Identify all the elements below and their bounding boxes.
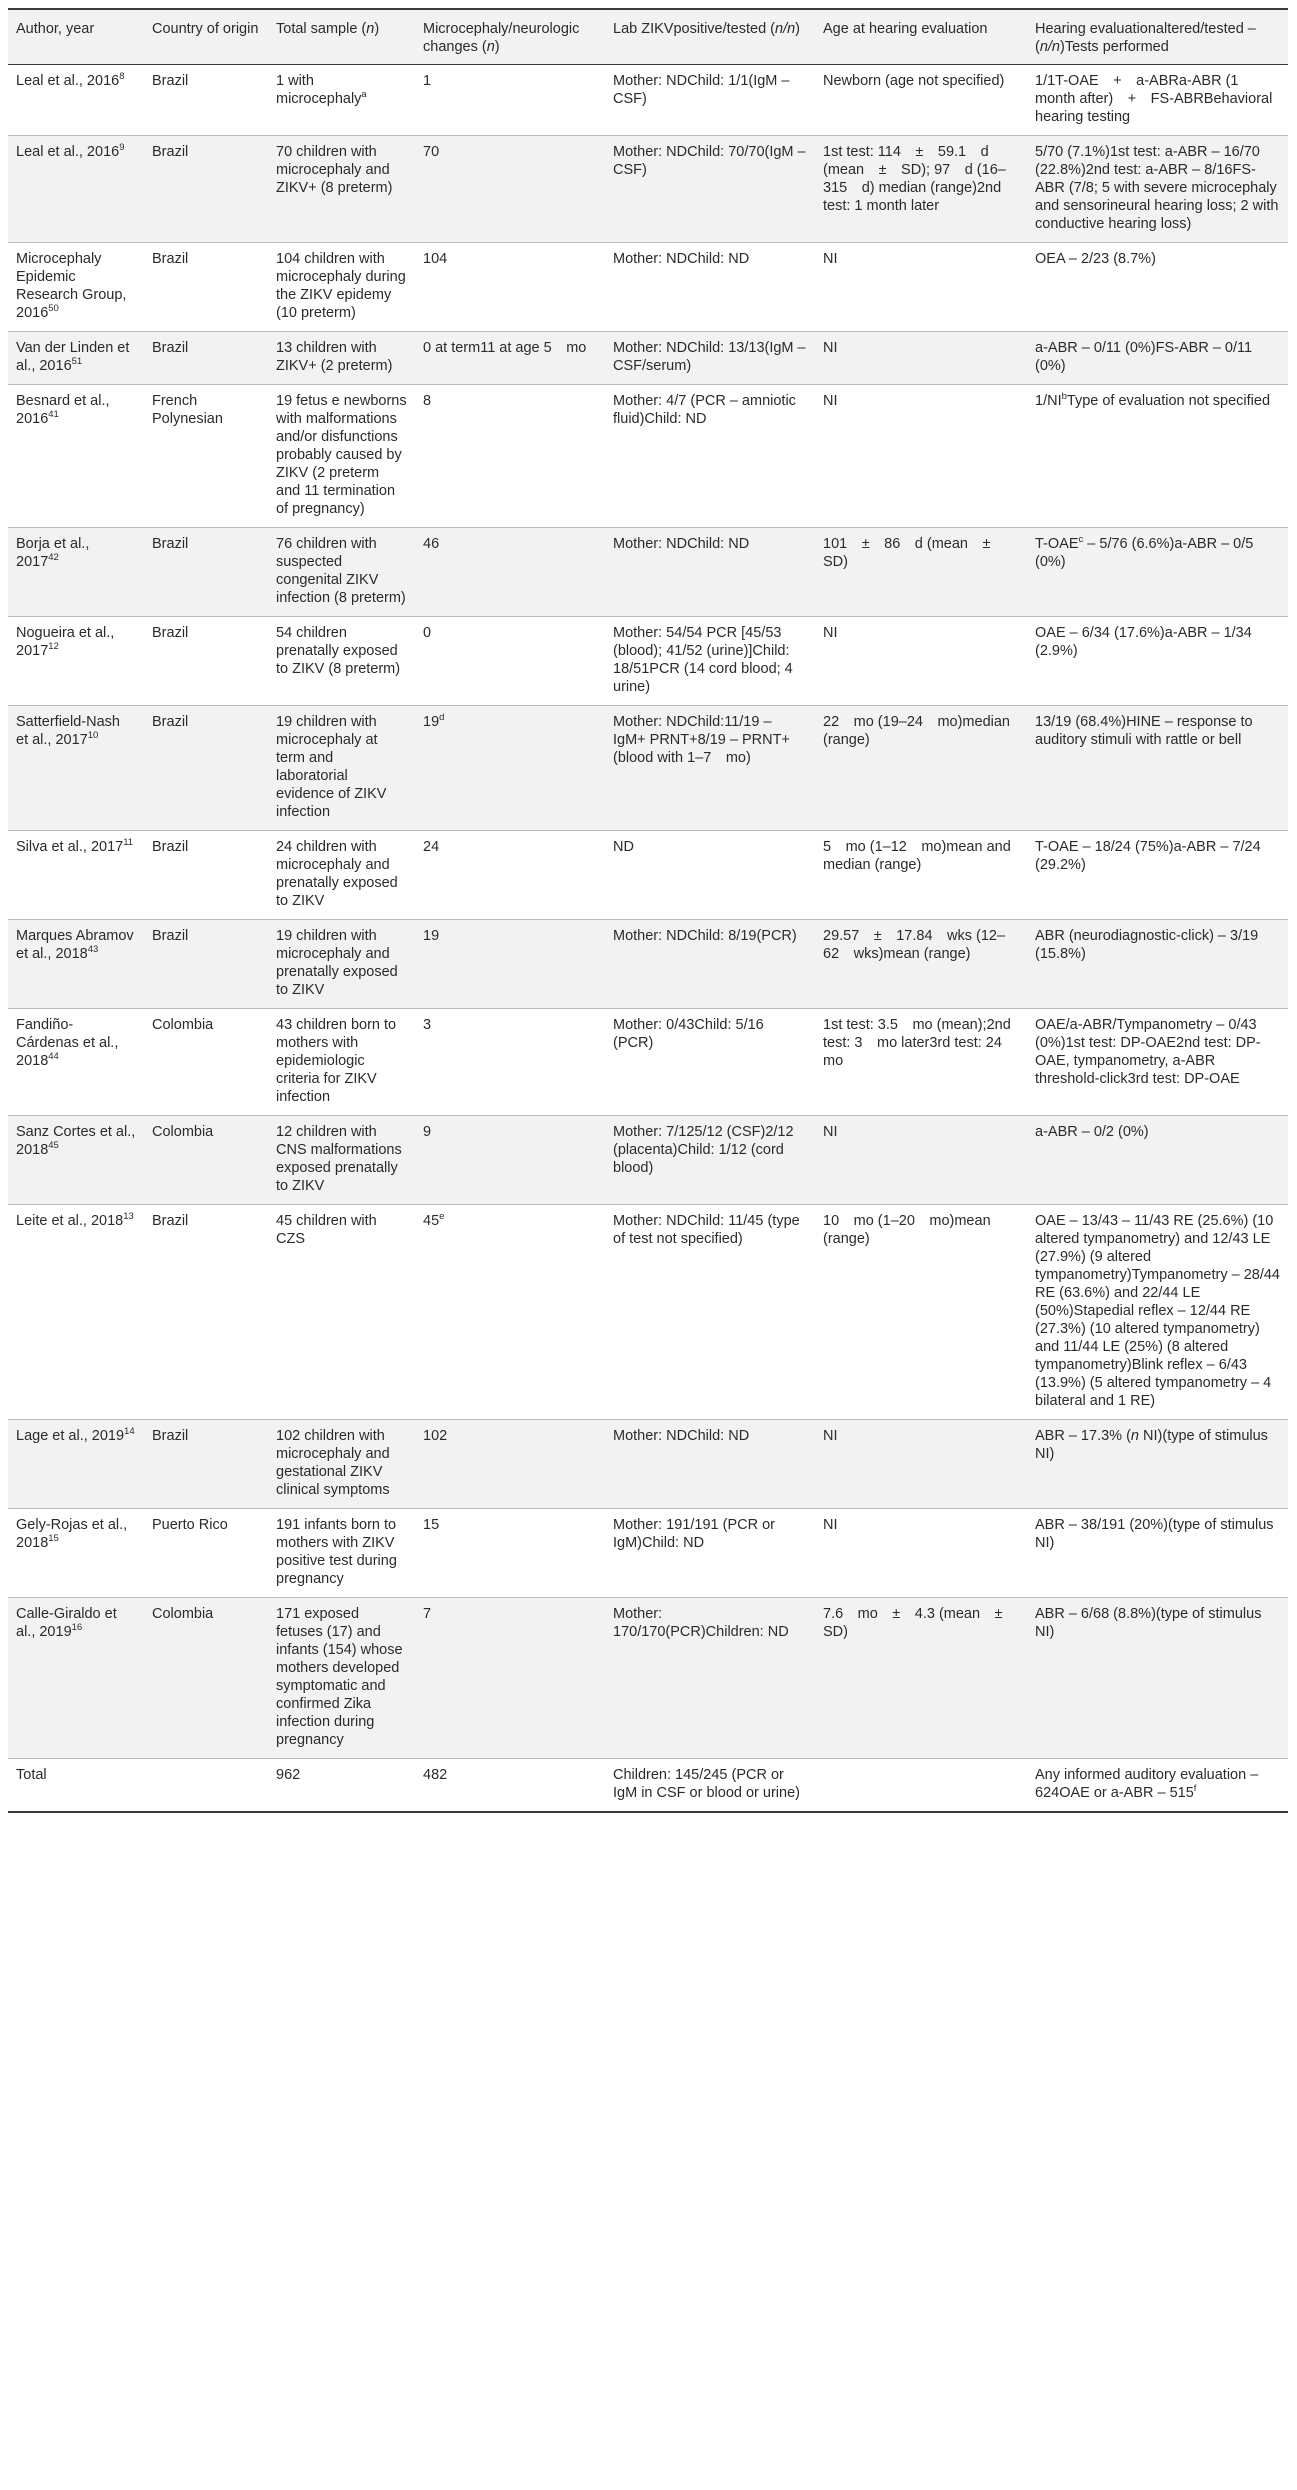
cell-total-sample (268, 706, 415, 831)
table-row (8, 136, 1288, 243)
author-text: Nogueira et al., 2017 (16, 625, 115, 659)
cell-country: Brazil (152, 714, 189, 730)
footnote-marker: e (439, 1211, 445, 1223)
cell-microcephaly (415, 332, 605, 385)
hearing-text: Any informed auditory evaluation – 624OAE or a-ABR – 515 (1035, 1767, 1259, 1801)
micro-text: 19 (423, 928, 440, 944)
cell-hearing-evaluation (1027, 332, 1288, 385)
cell-age-evaluation: NI (823, 1517, 838, 1533)
author-text: Total (16, 1767, 47, 1783)
table-row (8, 1420, 1288, 1509)
author-text: Lage et al., 2019 (16, 1428, 125, 1444)
cell-author (8, 1205, 144, 1420)
sample-text: 1 with microcephaly (276, 73, 362, 107)
sample-text: 54 children prenatally exposed to ZIKV (8 preterm) (276, 625, 401, 677)
cell-author (8, 617, 144, 706)
cell-total-sample (268, 1009, 415, 1116)
author-text: Satterfield-Nash et al., 2017 (16, 714, 120, 748)
cell-microcephaly (415, 1509, 605, 1598)
cell-age-evaluation: 1st test: 114 ± 59.1 d (mean ± SD); 97 d (16–315 d) median (range)2nd test: 1 month later (823, 144, 1006, 214)
cell-country: Brazil (152, 928, 189, 944)
micro-text: 46 (423, 536, 440, 552)
cell-age-evaluation: NI (823, 251, 838, 267)
header-italic: n (366, 21, 375, 37)
hearing-text: OAE/a-ABR/Tympanometry – 0/43 (0%)1st test: DP-OAE2nd test: DP-OAE, tympanometry, a-ABR threshold-click3rd test: DP-OAE (1035, 1017, 1261, 1087)
hearing-text: OEA – 2/23 (8.7%) (1035, 251, 1156, 267)
cell-lab-zikv: Mother: 4/7 (PCR – amniotic fluid)Child: ND (613, 393, 796, 427)
table-row (8, 1598, 1288, 1759)
table-row (8, 1759, 1288, 1813)
header-total-sample: Total sample (n) (276, 21, 380, 37)
cell-country: Brazil (152, 340, 189, 356)
hearing-text: (type of stimulus NI) (1035, 1428, 1268, 1462)
cell-lab-zikv: Mother: NDChild: 1/1(IgM – CSF) (613, 73, 790, 107)
cell-age-evaluation: 101 ± 86 d (mean ± SD) (823, 536, 1005, 570)
author-text: Microcephaly Epidemic Research Group, 2016 (16, 251, 127, 321)
micro-text: 0 at term11 at age 5 mo (423, 340, 587, 356)
cell-country: Colombia (152, 1017, 214, 1033)
header-microcephaly: Microcephaly/neurologic changes (n) (423, 21, 580, 55)
footnote-marker: c (1078, 534, 1084, 546)
author-text: Marques Abramov et al., 2018 (16, 928, 134, 962)
cell-author (8, 136, 144, 243)
micro-text: 102 (423, 1428, 448, 1444)
table-row (8, 1009, 1288, 1116)
micro-text: 15 (423, 1517, 440, 1533)
cell-total-sample (268, 1205, 415, 1420)
cell-age-evaluation: 10 mo (1–20 mo)mean (range) (823, 1213, 991, 1247)
header-italic: n/n (1039, 39, 1061, 55)
cell-hearing-evaluation (1027, 1509, 1288, 1598)
author-text: Gely-Rojas et al., 2018 (16, 1517, 128, 1551)
cell-country (144, 1759, 268, 1813)
cell-country: Colombia (152, 1124, 214, 1140)
cell-age-evaluation: 7.6 mo ± 4.3 (mean ± SD) (823, 1606, 1018, 1640)
table-row (8, 831, 1288, 920)
cell-microcephaly (415, 136, 605, 243)
cell-microcephaly (415, 65, 605, 136)
sample-text: 19 children with microcephaly at term and laboratorial evidence of ZIKV infection (276, 714, 387, 820)
hearing-text: 5/70 (7.1%)1st test: a-ABR – 16/70 (22.8%)2nd test: a-ABR – 8/16FS-ABR (7/8; 5 with severe microcephaly and sensorineural hearing loss; 2 with conductive hearing loss) (1035, 144, 1279, 232)
header-age-evaluation: Age at hearing evaluation (823, 21, 988, 37)
footnote-marker: a (361, 89, 367, 101)
hearing-text: (n NI) (1126, 1428, 1163, 1444)
cell-country: Brazil (152, 1213, 189, 1229)
hearing-text: 13/19 (68.4%)HINE – response to auditory stimuli with rattle or bell (1035, 714, 1253, 748)
cell-total-sample (268, 528, 415, 617)
sample-text: 962 (276, 1767, 301, 1783)
reference-number: 45 (48, 1140, 59, 1152)
cell-microcephaly (415, 831, 605, 920)
header-country: Country of origin (152, 21, 259, 37)
table-row (8, 243, 1288, 332)
cell-total-sample (268, 1759, 415, 1813)
cell-author (8, 243, 144, 332)
table-body (8, 65, 1288, 1813)
italic-n: n (1130, 1428, 1139, 1444)
cell-total-sample (268, 136, 415, 243)
cell-age-evaluation: NI (823, 625, 838, 641)
cell-author (8, 1598, 144, 1759)
cell-lab-zikv: Mother: NDChild: ND (613, 1428, 750, 1444)
cell-age-evaluation: NI (823, 1428, 838, 1444)
cell-author (8, 65, 144, 136)
cell-hearing-evaluation (1027, 1205, 1288, 1420)
micro-text: 24 (423, 839, 440, 855)
reference-number: 43 (87, 944, 99, 956)
micro-text: 7 (423, 1606, 432, 1622)
cell-age-evaluation: NI (823, 393, 838, 409)
cell-lab-zikv: Mother: 54/54 PCR [45/53 (blood); 41/52 (urine)]Child: 18/51PCR (14 cord blood; 4 urine) (613, 625, 793, 695)
cell-hearing-evaluation (1027, 617, 1288, 706)
header-italic: n (486, 39, 495, 55)
cell-hearing-evaluation (1027, 831, 1288, 920)
cell-age-evaluation: NI (823, 1124, 838, 1140)
cell-total-sample (268, 1116, 415, 1205)
author-text: Fandiño-Cárdenas et al., 2018 (16, 1017, 119, 1069)
hearing-text: ABR (neurodiagnostic-click) – 3/19 (15.8%) (1035, 928, 1259, 962)
sample-text: 191 infants born to mothers with ZIKV positive test during pregnancy (276, 1517, 397, 1587)
table-row (8, 1116, 1288, 1205)
author-text: Leite et al., 2018 (16, 1213, 124, 1229)
cell-hearing-evaluation (1027, 528, 1288, 617)
cell-total-sample (268, 1509, 415, 1598)
header-hearing-evaluation: Hearing evaluationaltered/tested – (n/n)Tests performed (1035, 21, 1256, 55)
cell-total-sample (268, 920, 415, 1009)
sample-text: 19 fetus e newborns with malformations and/or disfunctions probably caused by ZIKV (2 preterm and 11 termination of pregnancy) (276, 393, 407, 517)
cell-country: Puerto Rico (152, 1517, 228, 1533)
cell-microcephaly (415, 1598, 605, 1759)
cell-microcephaly (415, 920, 605, 1009)
reference-number: 16 (71, 1622, 83, 1634)
cell-lab-zikv: Mother: 191/191 (PCR or IgM)Child: ND (613, 1517, 775, 1551)
cell-hearing-evaluation (1027, 1759, 1288, 1813)
table-row (8, 1205, 1288, 1420)
cell-author (8, 1116, 144, 1205)
micro-text: 0 (423, 625, 432, 641)
cell-microcephaly (415, 528, 605, 617)
cell-lab-zikv: Mother: 0/43Child: 5/16 (PCR) (613, 1017, 764, 1051)
table-row (8, 332, 1288, 385)
cell-author (8, 1759, 144, 1813)
micro-text: 45 (423, 1213, 440, 1229)
hearing-text: ABR – 38/191 (20%)(type of stimulus NI) (1035, 1517, 1274, 1551)
sample-text: 104 children with microcephaly during the ZIKV epidemy (10 preterm) (276, 251, 406, 321)
author-text: Besnard et al., 2016 (16, 393, 110, 427)
reference-number: 11 (123, 837, 134, 849)
author-text: Borja et al., 2017 (16, 536, 90, 570)
hearing-text: OAE – 13/43 – 11/43 RE (25.6%) (10 altered tympanometry) and 12/43 LE (27.9%) (9 altered tympanometry)Tympanometry – 28/44 RE (63.6%) and 22/44 LE (50%)Stapedial reflex – 12/44 RE (27.3%) (10 altered tympanometry) and 11/44 LE (25%) (8 altered tympanometry)Blink reflex – 6/43 (13.9%) (5 altered tympanometry – 4 bilateral and 1 RE) (1035, 1213, 1280, 1409)
sample-text: 45 children with CZS (276, 1213, 377, 1247)
cell-microcephaly (415, 1420, 605, 1509)
cell-total-sample (268, 831, 415, 920)
hearing-tail-text: – 5/76 (6.6%)a-ABR – 0/5 (0%) (1035, 536, 1254, 570)
header-italic: n/n (775, 21, 796, 37)
micro-text: 70 (423, 144, 440, 160)
cell-country: Brazil (152, 251, 189, 267)
cell-hearing-evaluation (1027, 1116, 1288, 1205)
cell-lab-zikv: Mother: NDChild: 13/13(IgM – CSF/serum) (613, 340, 806, 374)
sample-text: 76 children with suspected congenital ZIKV infection (8 preterm) (276, 536, 406, 606)
reference-number: 15 (48, 1533, 59, 1545)
sample-text: 24 children with microcephaly and prenatally exposed to ZIKV (276, 839, 398, 909)
author-text: Silva et al., 2017 (16, 839, 124, 855)
cell-author (8, 528, 144, 617)
cell-total-sample (268, 1420, 415, 1509)
table-row (8, 65, 1288, 136)
cell-age-evaluation: NI (823, 340, 838, 356)
hearing-text: 1/1T-OAE + a-ABRa-ABR (1 month after) + FS-ABRBehavioral hearing testing (1035, 73, 1273, 125)
reference-number: 41 (48, 409, 59, 421)
micro-text: 8 (423, 393, 432, 409)
cell-hearing-evaluation (1027, 243, 1288, 332)
sample-text: 43 children born to mothers with epidemiologic criteria for ZIKV infection (276, 1017, 397, 1105)
cell-total-sample (268, 1598, 415, 1759)
reference-number: 9 (119, 142, 125, 154)
cell-age-evaluation (815, 1759, 1027, 1813)
sample-text: 102 children with microcephaly and gestational ZIKV clinical symptoms (276, 1428, 390, 1498)
micro-text: 104 (423, 251, 448, 267)
micro-text: 19 (423, 714, 440, 730)
sample-text: 70 children with microcephaly and ZIKV+ (8 preterm) (276, 144, 393, 196)
footnote-marker: f (1193, 1783, 1197, 1795)
cell-author (8, 1420, 144, 1509)
cell-hearing-evaluation (1027, 1009, 1288, 1116)
cell-hearing-evaluation (1027, 136, 1288, 243)
hearing-text: OAE – 6/34 (17.6%)a-ABR – 1/34 (2.9%) (1035, 625, 1252, 659)
cell-lab-zikv: Children: 145/245 (PCR or IgM in CSF or blood or urine) (613, 1767, 800, 1801)
reference-number: 12 (48, 641, 59, 653)
sample-text: 13 children with ZIKV+ (2 preterm) (276, 340, 393, 374)
sample-text: 12 children with CNS malformations exposed prenatally to ZIKV (276, 1124, 402, 1194)
cell-country: Brazil (152, 144, 189, 160)
cell-age-evaluation: Newborn (age not specified) (823, 73, 1005, 89)
table-row (8, 385, 1288, 528)
cell-hearing-evaluation (1027, 1598, 1288, 1759)
cell-total-sample (268, 617, 415, 706)
cell-country: Brazil (152, 839, 189, 855)
hearing-tail-text: Type of evaluation not specified (1066, 393, 1271, 409)
cell-microcephaly (415, 617, 605, 706)
cell-microcephaly (415, 706, 605, 831)
micro-text: 1 (423, 73, 432, 89)
header-author-year: Author, year (16, 21, 95, 37)
cell-age-evaluation: 29.57 ± 17.84 wks (12–62 wks)mean (range) (823, 928, 1006, 962)
table-wrapper (8, 8, 1288, 1813)
cell-lab-zikv: Mother: 170/170(PCR)Children: ND (613, 1606, 789, 1640)
cell-lab-zikv: Mother: NDChild: 70/70(IgM – CSF) (613, 144, 806, 178)
cell-lab-zikv: Mother: NDChild: ND (613, 536, 750, 552)
cell-hearing-evaluation (1027, 920, 1288, 1009)
micro-text: 482 (423, 1767, 448, 1783)
cell-country: French Polynesian (152, 393, 223, 427)
hearing-text: ABR – 17.3% (1035, 1428, 1127, 1444)
author-text: Sanz Cortes et al., 2018 (16, 1124, 136, 1158)
sample-text: 171 exposed fetuses (17) and infants (154) whose mothers developed symptomatic and confirmed Zika infection during pregnancy (276, 1606, 403, 1748)
cell-author (8, 1509, 144, 1598)
author-text: Van der Linden et al., 2016 (16, 340, 130, 374)
cell-lab-zikv: Mother: NDChild:11/19 – IgM+ PRNT+8/19 – PRNT+(blood with 1–7 mo) (613, 714, 790, 766)
cell-total-sample (268, 332, 415, 385)
zikv-hearing-table (8, 8, 1288, 1813)
reference-number: 44 (48, 1051, 59, 1063)
hearing-text: a-ABR – 0/2 (0%) (1035, 1124, 1149, 1140)
cell-lab-zikv: Mother: 7/125/12 (CSF)2/12 (placenta)Child: 1/12 (cord blood) (613, 1124, 794, 1176)
sample-text: 19 children with microcephaly and prenatally exposed to ZIKV (276, 928, 398, 998)
author-text: Calle-Giraldo et al., 2019 (16, 1606, 117, 1640)
cell-lab-zikv: Mother: NDChild: ND (613, 251, 750, 267)
cell-author (8, 385, 144, 528)
cell-age-evaluation: 1st test: 3.5 mo (mean);2nd test: 3 mo later3rd test: 24 mo (823, 1017, 1017, 1069)
hearing-text: ABR – 6/68 (8.8%)(type of stimulus NI) (1035, 1606, 1262, 1640)
hearing-text: 1/NI (1035, 393, 1062, 409)
hearing-text: T-OAE – 18/24 (75%)a-ABR – 7/24 (29.2%) (1035, 839, 1261, 873)
reference-number: 8 (119, 71, 125, 83)
cell-hearing-evaluation (1027, 706, 1288, 831)
footnote-marker: b (1061, 391, 1067, 403)
reference-number: 14 (124, 1426, 135, 1438)
cell-total-sample (268, 385, 415, 528)
cell-author (8, 920, 144, 1009)
cell-country: Brazil (152, 1428, 189, 1444)
cell-total-sample (268, 243, 415, 332)
reference-number: 50 (48, 303, 59, 315)
cell-hearing-evaluation (1027, 385, 1288, 528)
cell-microcephaly (415, 1009, 605, 1116)
cell-lab-zikv: ND (613, 839, 634, 855)
cell-author (8, 706, 144, 831)
cell-age-evaluation: 22 mo (19–24 mo)median (range) (823, 714, 1010, 748)
table-row (8, 920, 1288, 1009)
cell-lab-zikv: Mother: NDChild: 11/45 (type of test not specified) (613, 1213, 800, 1247)
cell-country: Brazil (152, 73, 189, 89)
reference-number: 10 (87, 730, 99, 742)
micro-text: 9 (423, 1124, 432, 1140)
author-text: Leal et al., 2016 (16, 144, 120, 160)
cell-microcephaly (415, 1205, 605, 1420)
table-row (8, 617, 1288, 706)
hearing-text: a-ABR – 0/11 (0%)FS-ABR – 0/11 (0%) (1035, 340, 1253, 374)
cell-microcephaly (415, 1116, 605, 1205)
table-row (8, 528, 1288, 617)
cell-hearing-evaluation (1027, 1420, 1288, 1509)
footnote-marker: d (439, 712, 445, 724)
cell-total-sample (268, 65, 415, 136)
cell-country: Brazil (152, 536, 189, 552)
hearing-text: T-OAE (1035, 536, 1079, 552)
cell-age-evaluation: 5 mo (1–12 mo)mean and median (range) (823, 839, 1011, 873)
header-lab-zikv: Lab ZIKVpositive/tested (n/n) (613, 21, 801, 37)
cell-microcephaly (415, 385, 605, 528)
reference-number: 51 (71, 356, 83, 368)
reference-number: 13 (123, 1211, 134, 1223)
table-row (8, 706, 1288, 831)
cell-author (8, 831, 144, 920)
cell-lab-zikv: Mother: NDChild: 8/19(PCR) (613, 928, 797, 944)
reference-number: 42 (48, 552, 59, 564)
author-text: Leal et al., 2016 (16, 73, 120, 89)
micro-text: 3 (423, 1017, 432, 1033)
table-header-row (8, 9, 1288, 65)
table-row (8, 1509, 1288, 1598)
cell-country: Colombia (152, 1606, 214, 1622)
cell-microcephaly (415, 1759, 605, 1813)
cell-author (8, 1009, 144, 1116)
cell-country: Brazil (152, 625, 189, 641)
cell-hearing-evaluation (1027, 65, 1288, 136)
cell-author (8, 332, 144, 385)
cell-microcephaly (415, 243, 605, 332)
